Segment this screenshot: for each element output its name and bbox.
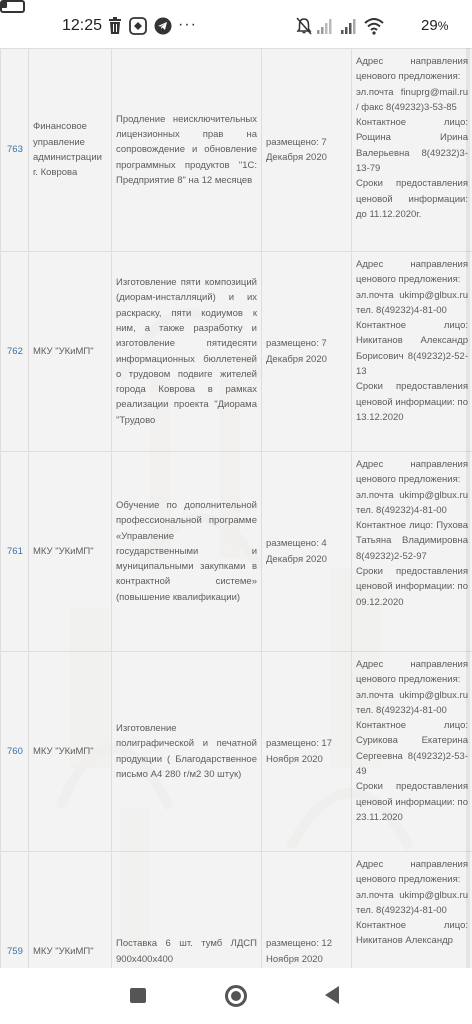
subject-cell: Продление неисключительных лицензионных прав на сопровождение и обновление программных продуктов "1С: Предприятие 8" на 12 месяцев — [112, 49, 262, 252]
contact-info-line: Контактное лицо: Пухова Татьяна Владимировна 8(49232)2-52-97 — [356, 520, 468, 562]
home-button[interactable] — [225, 985, 247, 1007]
contact-info-cell — [352, 49, 472, 252]
contact-info-line: Сроки предоставления ценовой информации: по 13.12.2020 — [356, 381, 468, 423]
contact-info-cell — [352, 852, 472, 969]
contact-info-line: эл.почта ukimp@glbux.ru тел. 8(49232)4-81-00 — [356, 489, 468, 516]
contact-info-line: Адрес направления ценового предложения: — [356, 56, 468, 83]
organization-cell: МКУ "УКиМП" — [29, 252, 112, 452]
scrollbar[interactable] — [466, 48, 470, 968]
status-bar — [0, 0, 472, 54]
date-cell: размещено: 4 Декабря 2020 — [262, 452, 352, 652]
signal-icon — [340, 17, 358, 35]
trash-icon — [109, 17, 121, 35]
organization-cell: Финансовое управление администрации г. Коврова — [29, 49, 112, 252]
table-row — [1, 652, 472, 852]
contact-info-line: Контактное лицо: Никитанов Александр — [356, 920, 468, 947]
wifi-icon — [364, 17, 384, 35]
contact-info-line: Адрес направления ценового предложения: — [356, 459, 468, 486]
organization-cell: МКУ "УКиМП" — [29, 852, 112, 969]
organization-cell: МКУ "УКиМП" — [29, 452, 112, 652]
battery-percent-value: 29 — [421, 17, 438, 34]
back-button[interactable] — [325, 986, 339, 1004]
table-row — [1, 49, 472, 252]
contact-info-cell — [352, 252, 472, 452]
table-row — [1, 252, 472, 452]
clock: 12:25 — [62, 17, 103, 34]
contact-info-cell — [352, 652, 472, 852]
navigation-bar — [0, 968, 472, 1024]
contact-info-line: Сроки предоставления ценовой информации: по 23.11.2020 — [356, 781, 468, 823]
battery-icon — [0, 0, 25, 13]
row-number-cell — [1, 852, 29, 969]
contact-info-line: эл.почта ukimp@glbux.ru тел. 8(49232)4-81-00 — [356, 289, 468, 316]
subject-cell: Обучение по дополнительной профессиональной программе «Управление государственными и муниципальными закупками в контрактной системе» (повышение квалификации) — [112, 452, 262, 652]
row-number-cell — [1, 49, 29, 252]
signal-icon — [316, 17, 334, 35]
row-number-link[interactable]: 763 — [7, 144, 23, 156]
date-cell: размещено: 12 Ноября 2020 — [262, 852, 352, 969]
more-icon: ··· — [178, 16, 197, 33]
date-cell: размещено: 17 Ноября 2020 — [262, 652, 352, 852]
row-number-link[interactable]: 761 — [7, 545, 23, 557]
contact-info-cell — [352, 452, 472, 652]
app-icon — [129, 17, 147, 35]
subject-cell: Изготовление полиграфической и печатной продукции ( Благодарственное письмо А4 280 г/м2 30 штук) — [112, 652, 262, 852]
organization-cell: МКУ "УКиМП" — [29, 652, 112, 852]
contact-info-line: Сроки предоставления ценовой информации: до 11.12.2020г. — [356, 178, 468, 220]
contact-info-line: эл.почта finuprg@mail.ru / факс 8(49232)3-53-85 — [356, 86, 468, 113]
procurement-table — [0, 48, 472, 968]
battery-percent-suffix: % — [437, 19, 449, 33]
contact-info-line: Контактное лицо: Сурикова Екатерина Сергеевна 8(49232)2-53-49 — [356, 720, 468, 778]
date-cell: размещено: 7 Декабря 2020 — [262, 49, 352, 252]
battery-percent — [421, 17, 448, 34]
subject-cell: Изготовление пяти композиций (диорам-инсталляций) и их раскраску, пяти кодиумов к ним, а также разработку и изготовление пятидесяти информационных бюллетеней о трудовом подвиге жителей города Коврова в рамках реализации проекта "Диорама "Трудово — [112, 252, 262, 452]
procurement-table-view[interactable] — [0, 48, 472, 968]
telegram-icon — [154, 17, 172, 35]
contact-info-line: Сроки предоставления ценовой информации: по 09.12.2020 — [356, 566, 468, 608]
row-number-cell — [1, 252, 29, 452]
row-number-cell — [1, 652, 29, 852]
row-number-link[interactable]: 762 — [7, 345, 23, 357]
battery-fill — [1, 1, 7, 8]
contact-info-line: эл.почта ukimp@glbux.ru тел. 8(49232)4-81-00 — [356, 889, 468, 916]
subject-cell: Поставка 6 шт. тумб ЛДСП 900х400х400 — [112, 852, 262, 969]
table-row — [1, 452, 472, 652]
table-row — [1, 852, 472, 969]
contact-info-line: Контактное лицо: Рощина Ирина Валерьевна 8(49232)3-13-79 — [356, 117, 468, 175]
row-number-link[interactable]: 760 — [7, 745, 23, 757]
home-icon — [231, 991, 241, 1001]
contact-info-line: Контактное лицо: Никитанов Александр Борисович 8(49232)2-52-13 — [356, 320, 468, 378]
row-number-cell — [1, 452, 29, 652]
mute-icon — [296, 17, 312, 35]
row-number-link[interactable]: 759 — [7, 945, 23, 957]
contact-info-line: Адрес направления ценового предложения: — [356, 659, 468, 686]
contact-info-line: Адрес направления ценового предложения: — [356, 259, 468, 286]
contact-info-line: Адрес направления ценового предложения: — [356, 859, 468, 886]
date-cell: размещено: 7 Декабря 2020 — [262, 252, 352, 452]
recents-button[interactable] — [130, 988, 146, 1003]
contact-info-line: эл.почта ukimp@glbux.ru тел. 8(49232)4-81-00 — [356, 689, 468, 716]
